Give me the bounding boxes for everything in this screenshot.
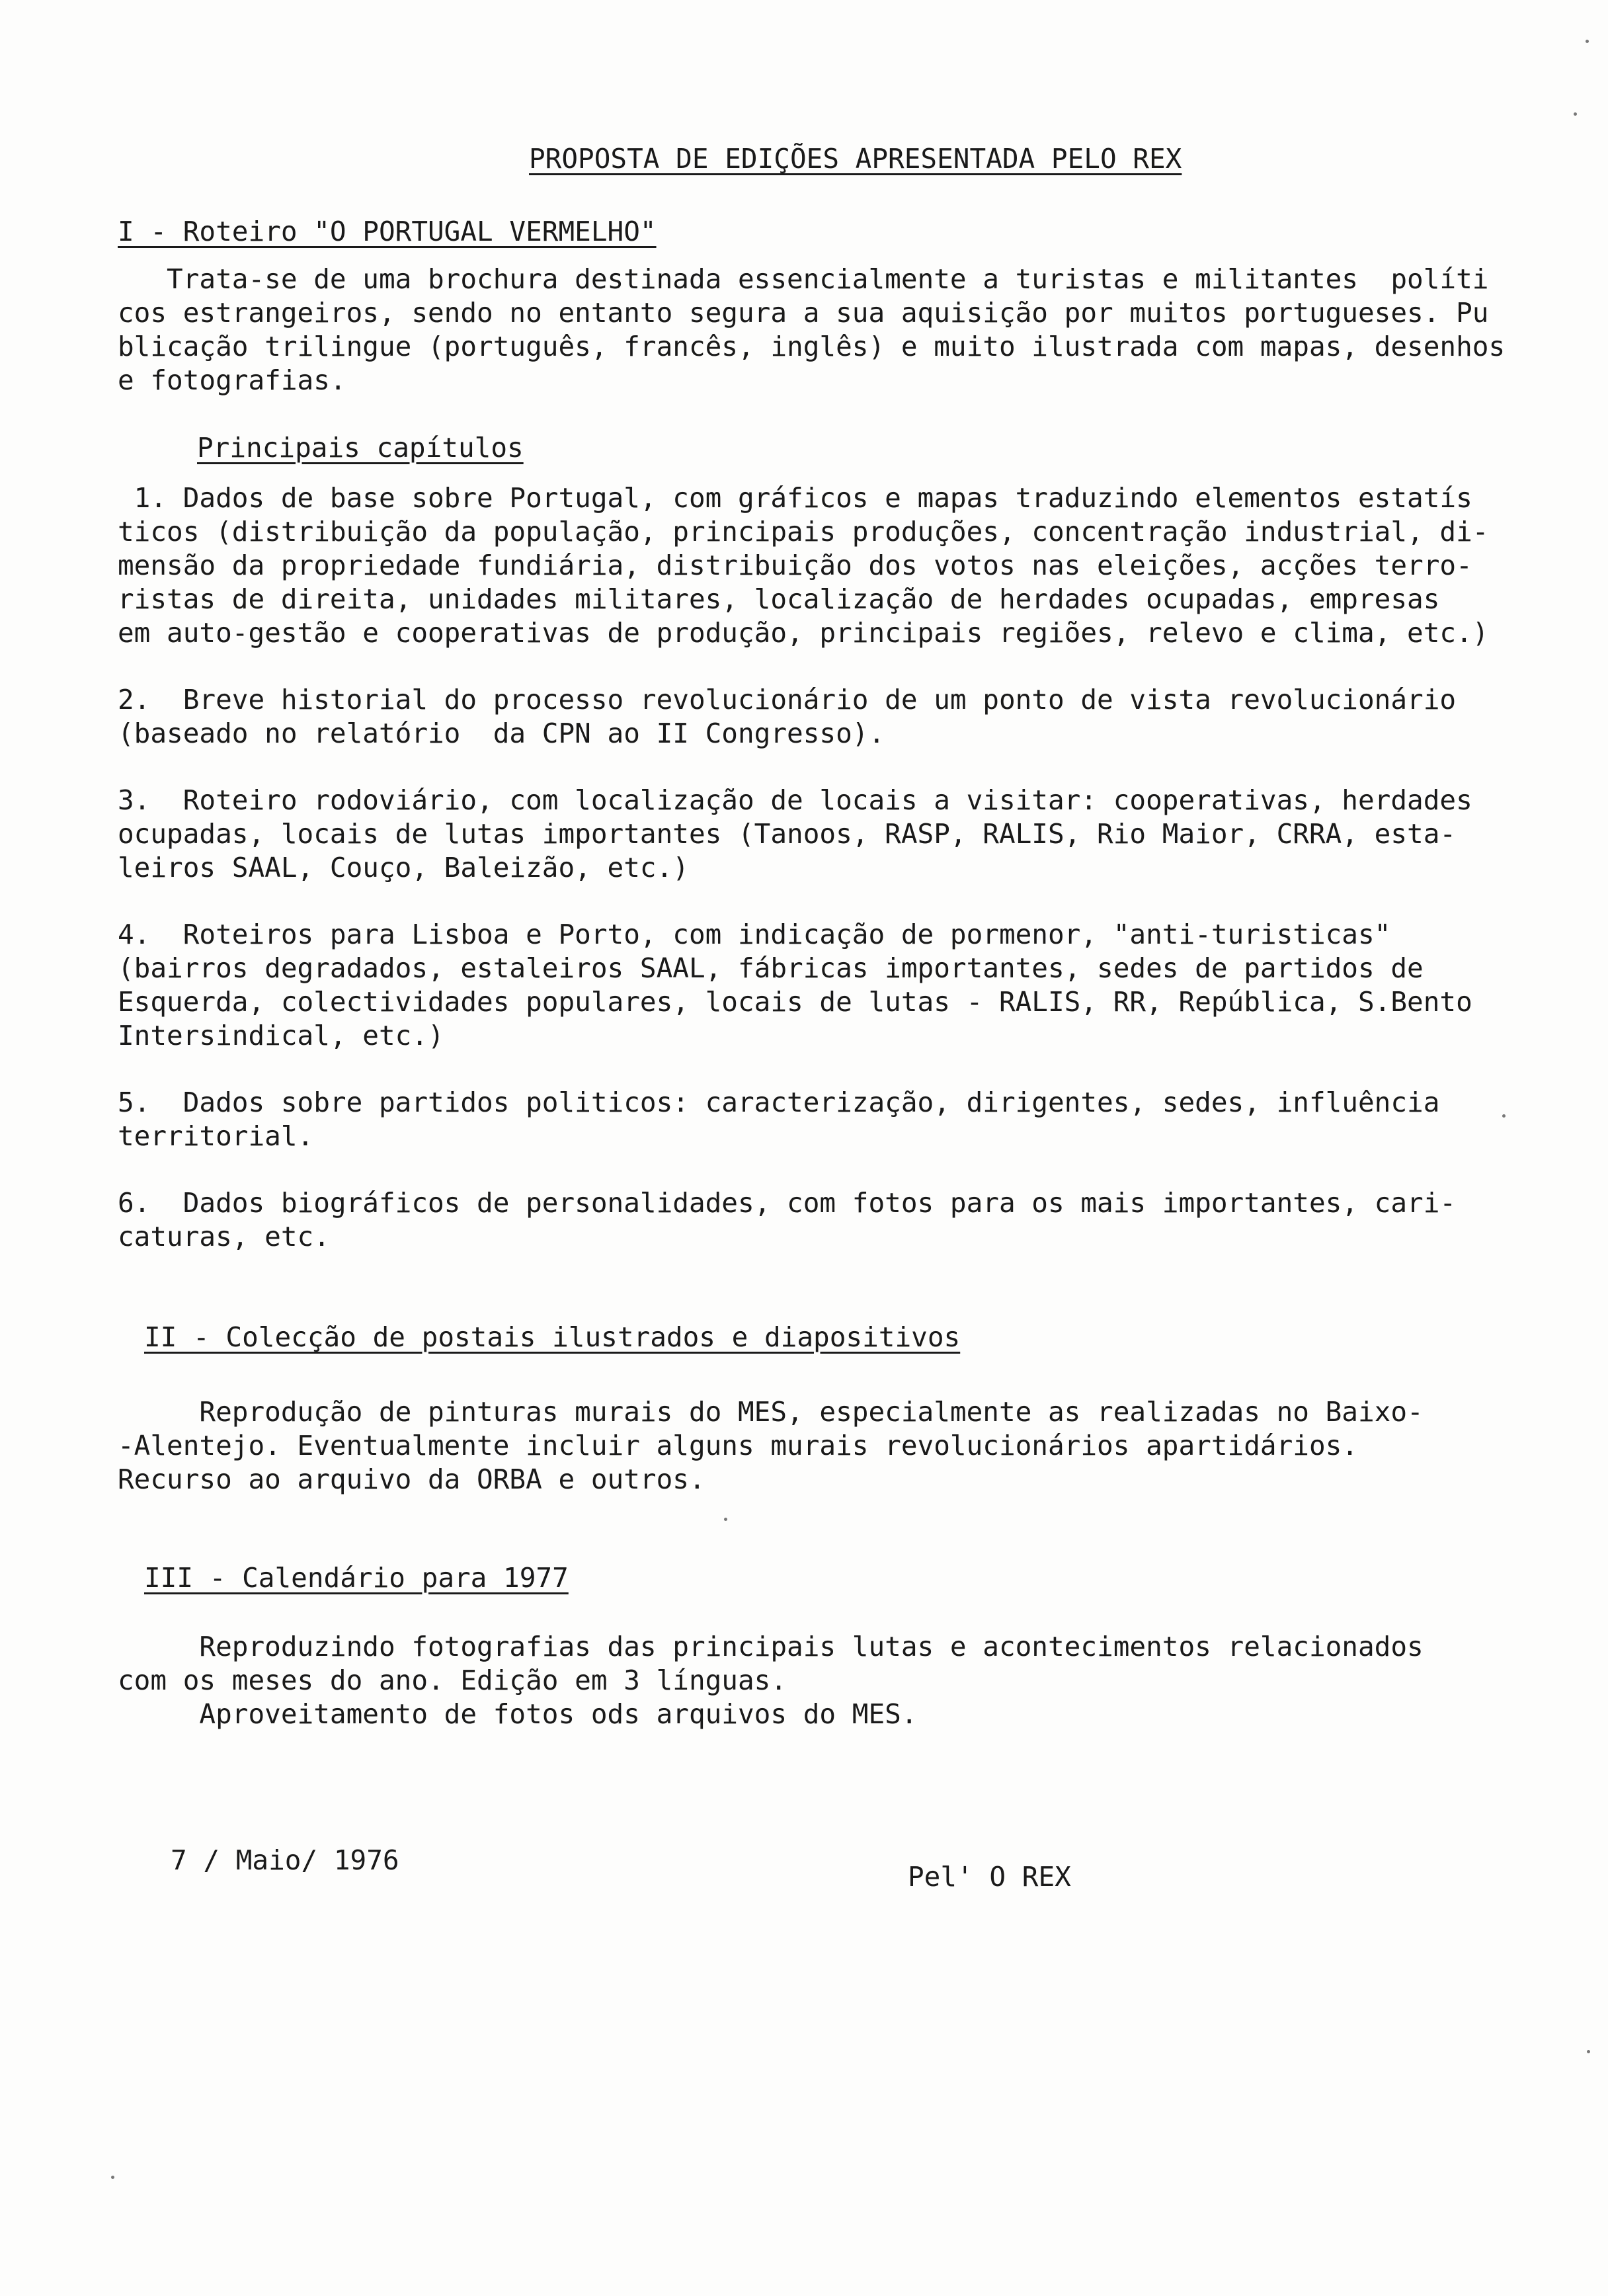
section-3-line: Aproveitamento de fotos ods arquivos do MES.: [118, 1698, 918, 1730]
section-1-intro-line: Trata-se de uma brochura destinada essencialmente a turistas e militantes políti: [118, 263, 1489, 295]
scan-speck: [1574, 112, 1577, 116]
signature: Pel' O REX: [908, 1861, 1071, 1893]
scan-speck: [1586, 40, 1589, 43]
section-2-line: -Alentejo. Eventualmente incluir alguns murais revolucionários apartidários.: [118, 1430, 1358, 1461]
chapter-1-line: ristas de direita, unidades militares, localização de herdades ocupadas, empresas: [118, 583, 1440, 615]
document-date: 7 / Maio/ 1976: [171, 1844, 399, 1876]
scan-speck: [1587, 2050, 1590, 2053]
document-title: PROPOSTA DE EDIÇÕES APRESENTADA PELO REX: [529, 143, 1182, 175]
section-1-intro-line: blicação trilingue (português, francês, inglês) e muito ilustrada com mapas, desenhos: [118, 331, 1506, 362]
section-1-heading: I - Roteiro "O PORTUGAL VERMELHO": [118, 216, 657, 247]
scan-speck: [1502, 1114, 1506, 1118]
section-3-line: Reproduzindo fotografias das principais lutas e acontecimentos relacionados: [118, 1631, 1424, 1662]
chapter-4-line: Esquerda, colectividades populares, locais de lutas - RALIS, RR, República, S.Bento: [118, 986, 1472, 1018]
scan-speck: [724, 1518, 727, 1521]
scan-speck: [111, 2176, 114, 2179]
chapter-1-line: ticos (distribuição da população, principais produções, concentração industrial, di-: [118, 516, 1489, 548]
chapter-4-line: Intersindical, etc.): [118, 1020, 444, 1051]
chapter-2-line: 2. Breve historial do processo revolucionário de um ponto de vista revolucionário: [118, 684, 1457, 716]
section-2-line: Reprodução de pinturas murais do MES, especialmente as realizadas no Baixo-: [118, 1396, 1424, 1428]
section-3-line: com os meses do ano. Edição em 3 línguas.: [118, 1664, 787, 1696]
chapter-6-line: caturas, etc.: [118, 1221, 330, 1252]
chapter-3-line: leiros SAAL, Couço, Baleizão, etc.): [118, 852, 689, 883]
chapter-6-line: 6. Dados biográficos de personalidades, com fotos para os mais importantes, cari-: [118, 1187, 1457, 1219]
chapter-3-line: ocupadas, locais de lutas importantes (Tanoos, RASP, RALIS, Rio Maior, CRRA, esta-: [118, 818, 1457, 850]
chapter-5-line: 5. Dados sobre partidos politicos: caracterização, dirigentes, sedes, influência: [118, 1086, 1440, 1118]
section-2-line: Recurso ao arquivo da ORBA e outros.: [118, 1463, 705, 1495]
chapters-subheading: Principais capítulos: [197, 432, 524, 464]
section-2-heading: II - Colecção de postais ilustrados e diapositivos: [144, 1321, 961, 1353]
chapter-5-line: territorial.: [118, 1120, 314, 1152]
chapter-4-line: 4. Roteiros para Lisboa e Porto, com indicação de pormenor, "anti-turisticas": [118, 919, 1391, 950]
section-3-heading: III - Calendário para 1977: [144, 1562, 569, 1594]
chapter-1-line: 1. Dados de base sobre Portugal, com gráficos e mapas traduzindo elementos estatís: [118, 482, 1472, 514]
chapter-3-line: 3. Roteiro rodoviário, com localização de locais a visitar: cooperativas, herdades: [118, 784, 1472, 816]
chapter-1-line: mensão da propriedade fundiária, distribuição dos votos nas eleições, acções terro-: [118, 550, 1472, 581]
section-1-intro-line: e fotografias.: [118, 364, 346, 396]
chapter-2-line: (baseado no relatório da CPN ao II Congresso).: [118, 718, 885, 749]
chapter-4-line: (bairros degradados, estaleiros SAAL, fábricas importantes, sedes de partidos de: [118, 952, 1424, 984]
section-1-intro-line: cos estrangeiros, sendo no entanto segura a sua aquisição por muitos portugueses. Pu: [118, 297, 1489, 329]
chapter-1-line: em auto-gestão e cooperativas de produção, principais regiões, relevo e clima, etc.): [118, 617, 1489, 649]
